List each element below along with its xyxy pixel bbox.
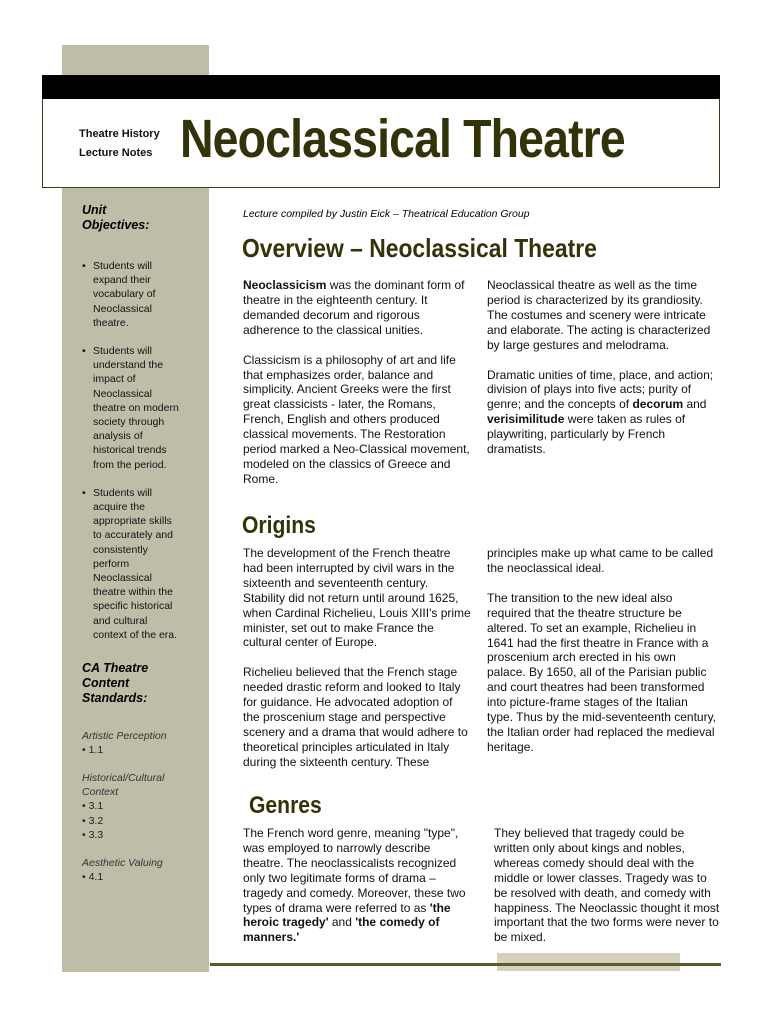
origins-heading: Origins — [242, 512, 316, 539]
subtitle-line-2: Lecture Notes — [79, 147, 153, 159]
overview-column-1 — [243, 278, 471, 502]
standards-group-artistic — [82, 729, 202, 757]
genres-heading: Genres — [249, 792, 322, 819]
list-item: • Students will expand their vocabulary of Neoclassical theatre. — [82, 259, 179, 330]
paragraph: Classicism is a philosophy of art and life that emphasizes order, balance and simplicity. Ancient Greeks were the first great classicists - later, the Romans, French, English and others produced classical movements. The Restoration period marked a Neo-Classical movement, modeled on the classics of Greece and Rome. — [243, 352, 470, 486]
list-item: • 3.2 — [82, 814, 202, 828]
overview-column-2 — [487, 278, 717, 472]
standards-group-historical — [82, 771, 202, 842]
standards-category: Aesthetic Valuing — [82, 856, 163, 869]
standards-category: Artistic Perception — [82, 730, 167, 743]
paragraph: Dramatic unities of time, place, and action; division of plays into five acts; purity of genre; and the concepts of decorum and verisimilitude were taken as rules of playwriting, particularly by French dramatists. — [487, 367, 714, 457]
standards-category: Historical/Cultural Context — [82, 772, 165, 799]
objectives-list — [82, 259, 179, 642]
overview-heading: Overview – Neoclassical Theatre — [242, 233, 597, 263]
list-item: • 3.1 — [82, 799, 202, 813]
standards-group-aesthetic — [82, 856, 202, 884]
footer-box — [497, 953, 680, 971]
sidebar-content — [82, 203, 202, 884]
list-item: • Students will understand the impact of Neoclassical theatre on modern society through analysis of historical trends from the period. — [82, 344, 179, 472]
paragraph: Richelieu believed that the French stage needed drastic reform and looked to Italy for guidance. He advocated adoption of the proscenium stage and perspective scenery and a drama that would adhere to theoretical principles articulated in Italy during the sixteenth century. These — [243, 665, 468, 769]
origins-column-2 — [487, 546, 717, 770]
list-item: • 4.1 — [82, 870, 202, 884]
paragraph: The development of the French theatre had been interrupted by civil wars in the sixteenth and seventeenth century. Stability did not return until around 1625, when Cardinal Richelieu, Louis XIII's prime minister, set out to make France the cultural center of Europe. — [243, 546, 471, 650]
list-item: • 3.3 — [82, 828, 202, 842]
list-item: • 1.1 — [82, 743, 202, 757]
genres-column-1 — [243, 826, 471, 960]
byline: Lecture compiled by Justin Eick – Theatrical Education Group — [243, 208, 530, 220]
paragraph: The transition to the new ideal also required that the theatre structure be altered. To set an example, Richelieu in 1641 had the first theatre in France with a proscenium arch erected in his own palace. By 1650, all of the Parisian public and court theatres had been transformed into picture-frame stages of the Italian type. Thus by the mid-seventeenth century, the Italian order had replaced the medieval heritage. — [487, 590, 717, 754]
list-item: • Students will acquire the appropriate skills to accurately and consistently perform Neoclassical theatre within the specific historical and cultural context of the era. — [82, 486, 179, 642]
page-title: Neoclassical Theatre — [180, 109, 625, 169]
paragraph: The French word genre, meaning "type", was employed to narrowly describe theatre. The neoclassicalists recognized only two legitimate forms of drama – tragedy and comedy. Moreover, these two types of drama were referred to as 'the heroic tragedy' and 'the comedy of manners.' — [243, 826, 466, 945]
objectives-heading: Unit Objectives: — [82, 203, 150, 232]
paragraph: They believed that tragedy could be written only about kings and nobles, whereas comedy should deal with the middle or lower classes. Tragedy was to be resolved with death, and comedy with happiness. The Neoclassic thought it most important that the two forms were never to be mixed. — [494, 826, 720, 945]
header-subtitle — [79, 125, 160, 163]
paragraph: Neoclassicism was the dominant form of theatre in the eighteenth century. It demanded decorum and rigorous adherence to the classical unities. — [243, 278, 465, 337]
header-black-bar — [42, 75, 720, 99]
footer-rule — [210, 963, 721, 966]
subtitle-line-1: Theatre History — [79, 128, 160, 140]
genres-column-2 — [494, 826, 720, 960]
paragraph: Neoclassical theatre as well as the time period is characterized by its grandiosity. The costumes and scenery were intricate and elaborate. The acting is characterized by large gestures and melodrama. — [487, 278, 711, 352]
origins-column-1 — [243, 546, 471, 785]
paragraph: principles make up what came to be called the neoclassical ideal. — [487, 546, 714, 575]
standards-heading: CA Theatre Content Standards: — [82, 661, 149, 706]
